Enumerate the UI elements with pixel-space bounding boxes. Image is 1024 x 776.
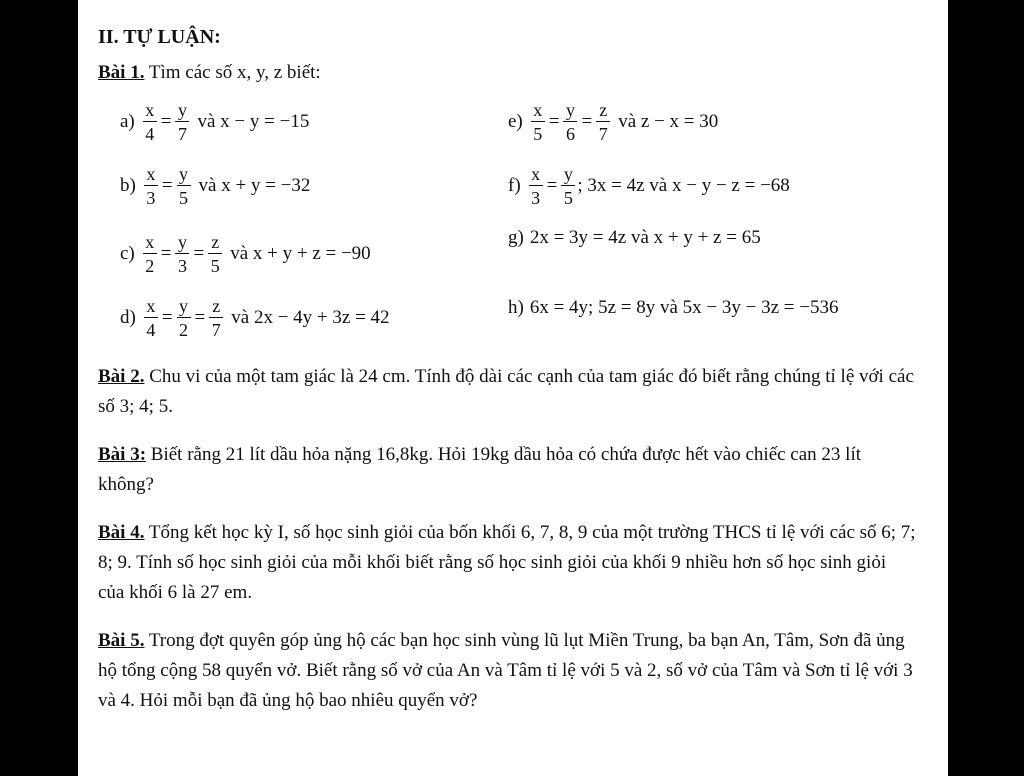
fraction: $\frac{x}{3}$ bbox=[144, 165, 158, 207]
exercise-c-condition: và x + y + z = −90 bbox=[230, 243, 371, 264]
section-title: II. TỰ LUẬN: bbox=[98, 26, 221, 48]
bai3-label: Bài 3: bbox=[98, 444, 147, 465]
bai3-text: Biết rằng 21 lít dầu hỏa nặng 16,8kg. Hỏi 19kg dầu hỏa có chứa được hết vào chiếc can 23 lít không? bbox=[98, 444, 862, 495]
bai5-label: Bài 5. bbox=[98, 630, 145, 651]
exercise-c-label: c) bbox=[120, 243, 135, 264]
exercise-g-condition: 2x = 3y = 4z và x + y + z = 65 bbox=[529, 227, 761, 248]
fraction: $\frac{y}{6}$ bbox=[563, 101, 577, 143]
exercise-a-label: a) bbox=[120, 111, 135, 132]
bai1-label: Bài 1. bbox=[98, 62, 145, 83]
exercise-h bbox=[508, 282, 838, 334]
bai2-paragraph bbox=[98, 362, 916, 422]
exercise-b-label: b) bbox=[120, 175, 136, 196]
exercise-f-condition: ; 3x = 4z và x − y − z = −68 bbox=[577, 175, 790, 196]
fraction: $\frac{x}{4}$ bbox=[143, 101, 157, 143]
bai2-text: Chu vi của một tam giác là 24 cm. Tính độ dài các cạnh của tam giác đó biết rằng chúng tỉ lệ với các số 3; 4; 5. bbox=[98, 366, 914, 417]
exercise-d: d) $\frac{x}{4}$ = $\frac{y}{2}$ = $\frac{z}{7}$ và 2x − 4y + 3z = 42 bbox=[120, 296, 390, 340]
exercise-e-condition: và z − x = 30 bbox=[618, 111, 719, 132]
exercise-h-label: h) bbox=[508, 297, 524, 318]
exercise-e-label: e) bbox=[508, 111, 523, 132]
fraction: $\frac{x}{4}$ bbox=[144, 297, 158, 339]
bai4-label: Bài 4. bbox=[98, 522, 145, 543]
bai4-paragraph bbox=[98, 518, 916, 608]
exercise-a: a) $\frac{x}{4}$ = $\frac{y}{7}$ và x − y = −15 bbox=[120, 100, 310, 144]
exercise-d-condition: và 2x − 4y + 3z = 42 bbox=[231, 307, 390, 328]
exercise-d-label: d) bbox=[120, 307, 136, 328]
bai4-text: Tổng kết học kỳ I, số học sinh giỏi của bốn khối 6, 7, 8, 9 của một trường THCS tỉ lệ với các số 6; 7; 8; 9. Tính số học sinh giỏi của mỗi khối biết rằng số học sinh giỏi của khối 9 nhiều hơn số học sinh giỏi của khối 6 là 27 em. bbox=[98, 522, 916, 603]
fraction: $\frac{z}{7}$ bbox=[596, 101, 610, 143]
exercise-g-label: g) bbox=[508, 227, 524, 248]
fraction: $\frac{x}{5}$ bbox=[531, 101, 545, 143]
bai1-heading bbox=[98, 58, 321, 88]
exercise-b: b) $\frac{x}{3}$ = $\frac{y}{5}$ và x + y = −32 bbox=[120, 164, 311, 208]
exercise-a-condition: và x − y = −15 bbox=[197, 111, 310, 132]
fraction: $\frac{y}{7}$ bbox=[175, 101, 189, 143]
exercise-h-condition: 6x = 4y; 5z = 8y và 5x − 3y − 3z = −536 bbox=[529, 297, 839, 318]
fraction: $\frac{y}{2}$ bbox=[177, 297, 191, 339]
fraction: $\frac{x}{3}$ bbox=[529, 165, 543, 207]
bai2-label: Bài 2. bbox=[98, 366, 145, 387]
fraction: $\frac{x}{2}$ bbox=[143, 233, 157, 275]
fraction: $\frac{z}{5}$ bbox=[208, 233, 222, 275]
fraction: $\frac{z}{7}$ bbox=[209, 297, 223, 339]
exercise-e: e) $\frac{x}{5}$ = $\frac{y}{6}$ = $\frac{z}{7}$ và z − x = 30 bbox=[508, 100, 719, 144]
exercise-g bbox=[508, 212, 761, 264]
exercise-b-condition: và x + y = −32 bbox=[198, 175, 311, 196]
bai3-paragraph bbox=[98, 440, 916, 500]
bai5-paragraph bbox=[98, 626, 916, 716]
fraction: $\frac{y}{3}$ bbox=[175, 233, 189, 275]
bai1-intro: Tìm các số x, y, z biết: bbox=[144, 62, 321, 83]
fraction: $\frac{y}{5}$ bbox=[561, 165, 575, 207]
exercise-c: c) $\frac{x}{2}$ = $\frac{y}{3}$ = $\frac{z}{5}$ và x + y + z = −90 bbox=[120, 232, 371, 276]
bai5-text: Trong đợt quyên góp ủng hộ các bạn học sinh vùng lũ lụt Miền Trung, ba bạn An, Tâm, Sơn đã ủng hộ tổng cộng 58 quyển vở. Biết rằng số vở của An và Tâm tỉ lệ với 5 và 2, số vở của Tâm và Sơn tỉ lệ với 3 và 4. Hỏi mỗi bạn đã ủng hộ bao nhiêu quyển vở? bbox=[98, 630, 913, 711]
exercise-f-label: f) bbox=[508, 175, 521, 196]
exercise-f: f) $\frac{x}{3}$ = $\frac{y}{5}$ ; 3x = 4z và x − y − z = −68 bbox=[508, 164, 790, 208]
fraction: $\frac{y}{5}$ bbox=[177, 165, 191, 207]
document-page bbox=[78, 0, 948, 776]
